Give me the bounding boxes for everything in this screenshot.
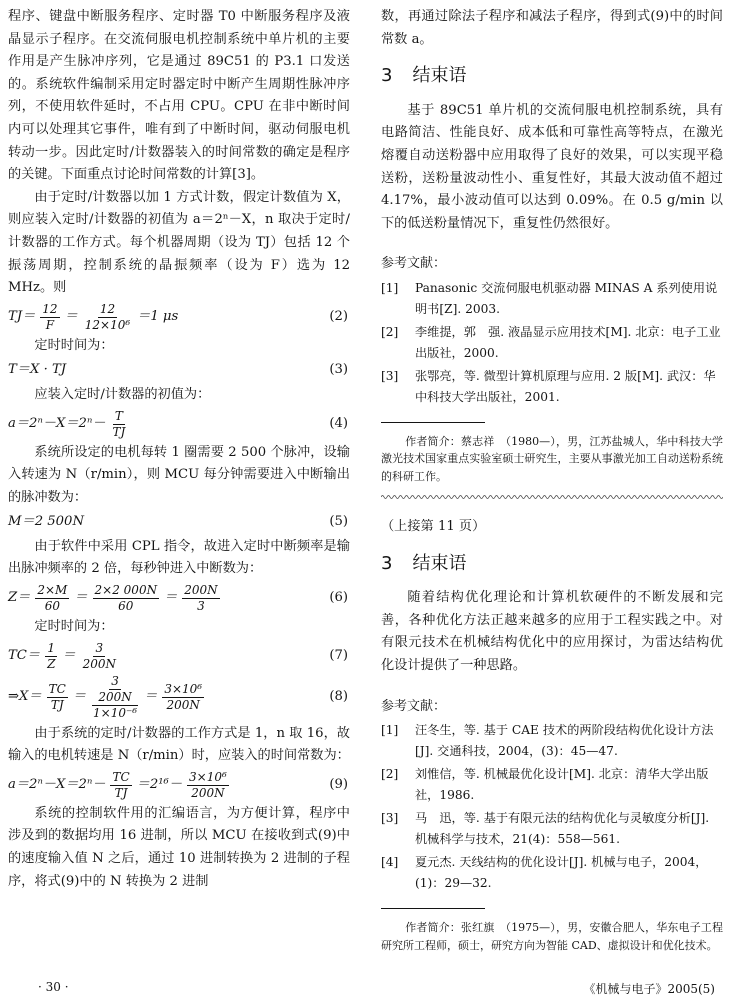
continued-note: （上接第 11 页） (381, 519, 486, 535)
equation-number: (6) (329, 590, 348, 606)
reference-list (381, 278, 723, 408)
equation-8: ⇒X＝ $\frac{TC}{TJ}$ ＝ $\frac{\frac{3}{200N}}{\text{1×10⁻⁶}}$ ＝ $\frac{\text{3×10⁶}}{200N}$ (8) (8, 673, 348, 720)
author-bio: 作者简介：蔡志祥 （1980—），男，江苏盐城人，华中科技大学激光技术国家重点实验室硕士研究生，主要从事激光加工自动送粉系统的科研工作。 (381, 434, 723, 483)
reference-item: [1] Panasonic 交流伺服电机驱动器 MINAS A 系列使用说明书[Z]. 2003. (381, 280, 718, 316)
body-paragraph: 程序、键盘中断服务程序、定时器 T0 中断服务程序及液晶显示子程序。在交流伺服电机控制系统中单片机的主要作用是产生脉冲序列，它是通过 89C51 的 P3.1 口发送的。系统软件编制采用定时器定时中断产生周期性脉冲序列，不使用软件延时，不占用 CPU。CPU 在非中断时间内可以处理其它事件，唯有到了中断时间，驱动伺服电机转动一步。因此定时/计数器装入的时间常数的确定是程序的关键。下面重点讨论时间常数的计算[3]。 (8, 9, 350, 183)
equation-number: (2) (329, 308, 348, 324)
body-paragraph: 由于系统的定时/计数器的工作方式是 1，n 取 16，故输入的电机转速是 N（r/min）时，应装入的时间常数为： (8, 725, 350, 764)
body-paragraph: 由于软件中采用 CPL 指令，故进入定时中断频率是输出脉冲频率的 2 倍，每秒钟进入中断数为： (8, 538, 350, 577)
reference-item: [2] 李维提，郭 强. 液晶显示应用技术[M]. 北京：电子工业出版社，2000. (381, 324, 721, 360)
reference-list (381, 720, 723, 894)
reference-item: [3] 张鄂亮，等. 微型计算机原理与应用. 2 版[M]. 武汉：华中科技大学出版社，2001. (381, 368, 716, 404)
body-paragraph: 随着结构优化理论和计算机软硬件的不断发展和完善，各种优化方法正越来越多的应用于工程实践之中。对有限元技术在机械结构优化中的应用探讨，为雷达结构优化设计提供了一种思路。 (381, 590, 723, 673)
body-paragraph: 系统所设定的电机每转 1 圈需要 2 500 个脉冲，设输入转速为 N（r/min），则 MCU 每分钟需要进入中断输出的脉冲数为： (8, 444, 350, 505)
journal-footer: 《机械与电子》2005(5) (583, 982, 715, 996)
references-heading: 参考文献： (381, 698, 447, 714)
left-column (8, 6, 350, 893)
reference-item: [1] 汪冬生，等. 基于 CAE 技术的两阶段结构优化设计方法[J]. 交通科技，2004，(3)：45—47. (381, 723, 714, 759)
equation-3: T＝X · TJ (3) (8, 359, 350, 382)
section-heading: 3 结束语 (381, 65, 467, 87)
footnote-rule (381, 422, 485, 423)
equation-5: M＝2 500N (5) (8, 511, 350, 534)
equation-number: (5) (329, 514, 348, 530)
wavy-separator (381, 493, 723, 501)
body-paragraph: 由于定时/计数器以加 1 方式计数，假定计数值为 X，则应装入定时/计数器的初值为 a＝2ⁿ－X，n 取决于定时/计数器的工作方式。每个机器周期（设为 TJ）包括 12 个振荡周期，控制系统的晶振频率（设为 F）选为 12 MHz。则 (8, 189, 350, 296)
equation-6: Z＝ $\frac{2\times M}{60}$ ＝ $\frac{2\times 2 000N}{60}$ ＝ $\frac{200N}{3}$ (6) (8, 583, 348, 614)
equation-number: (8) (329, 688, 348, 704)
body-text: 定时时间为： (34, 337, 114, 353)
section-heading: 3 结束语 (381, 552, 467, 574)
body-paragraph: 基于 89C51 单片机的交流伺服电机控制系统，具有电路简洁、性能良好、成本低和可靠性高等特点，在激光熔覆自动送粉器中应用取得了良好的效果，可以实现平稳送粉，送粉量波动性小、重复性好，其最大波动值不超过 4.17%，最小波动值可以达到 0.09%。在 0.5 g/min 以下的低送粉量情况下，重复性仍然很好。 (381, 102, 723, 231)
equation-number: (9) (329, 777, 348, 793)
equation-9: a＝2ⁿ－X＝2ⁿ－ $\frac{TC}{TJ}$ ＝2¹⁶－ $\frac{\text{3×10⁶}}{200N}$ (9) (8, 769, 348, 800)
right-column (381, 6, 723, 954)
equation-number: (7) (329, 647, 348, 663)
author-bio: 作者简介：张红旗 （1975—），男，安徽合肥人，华东电子工程研究所工程师，硕士，研究方向为智能 CAD、虚拟设计和优化技术。 (381, 921, 723, 952)
body-text: 定时时间为： (34, 619, 114, 635)
equation-2: TJ＝ $\frac{12}{F}$ ＝ $\frac{12}{\text{12×10⁶}}$ ＝1 μs (2) (8, 301, 348, 332)
reference-item: [3] 马 迅，等. 基于有限元法的结构优化与灵敏度分析[J]. 机械科学与技术，21(4)：558—561. (381, 811, 710, 847)
references-heading: 参考文献： (381, 256, 447, 272)
equation-4: a＝2ⁿ－X＝2ⁿ－ $\frac{T}{TJ}$ (4) (8, 408, 348, 439)
body-paragraph: 数，再通过除法子程序和减法子程序，得到式(9)中的时间常数 a。 (381, 9, 723, 47)
body-text: 应装入定时/计数器的初值为： (34, 386, 211, 402)
footnote-rule (381, 908, 485, 909)
equation-number: (4) (329, 415, 348, 431)
equation-number: (3) (329, 362, 348, 378)
page-number: · 30 · (38, 980, 69, 994)
reference-item: [4] 夏元杰. 天线结构的优化设计[J]. 机械与电子，2004，(1)：29—32. (381, 855, 708, 891)
body-paragraph: 系统的控制软件用的汇编语言，为方便计算，程序中涉及到的数据均用 16 进制，所以 MCU 在接收到式(9)中的速度输入值 N 之后，通过 10 进制转换为 2 进制的子程序，将式(9)中的 N 转换为 2 进制 (8, 805, 350, 889)
equation-7: TC＝ $\frac{1}{Z}$ ＝ $\frac{3}{200N}$ (7) (8, 640, 348, 671)
reference-item: [2] 刘惟信，等. 机械最优化设计[M]. 北京：清华大学出版社，1986. (381, 767, 709, 803)
